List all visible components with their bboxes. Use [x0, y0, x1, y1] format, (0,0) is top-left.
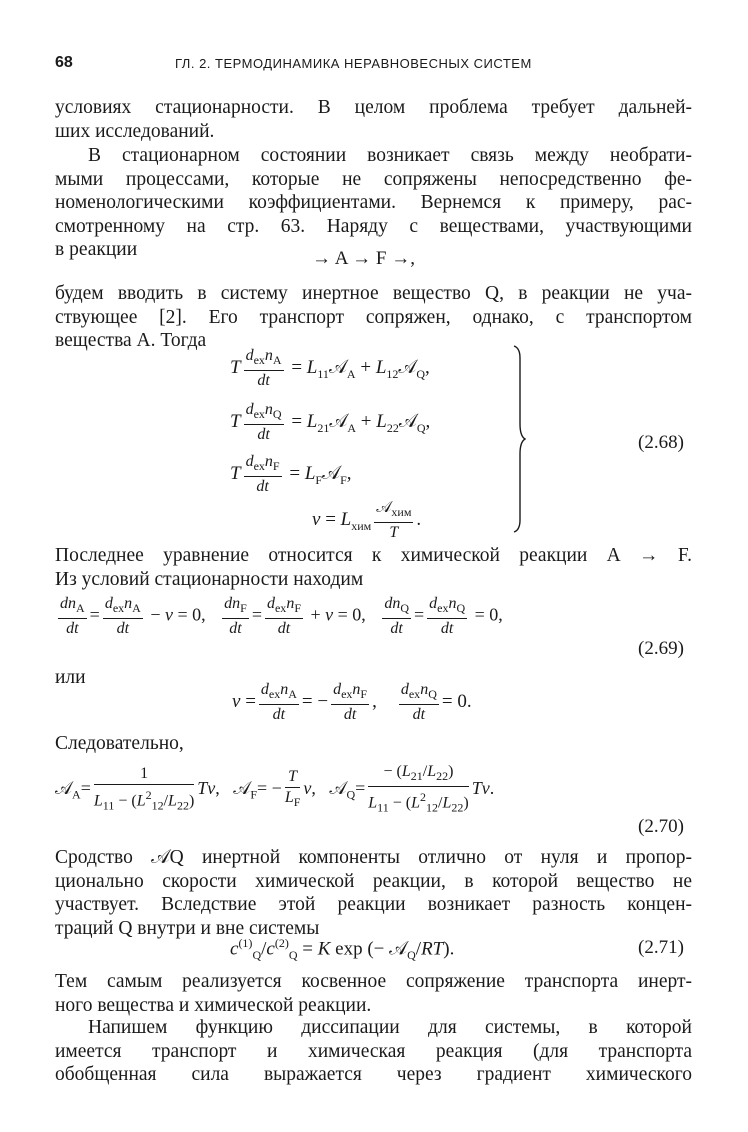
paragraph-2: В стационарном состоянии возникает связь между необрати- мыми процессами, которые не сопряжены непосредственно фе- номенологическими коэффициентами. Вернемся к примеру, рас- смотренному на стр. 63. Наряду с веществами, участвующими в реакции [55, 145, 692, 260]
paragraph-7: Напишем функцию диссипации для системы, в которой имеется транспорт и химическая реакция (для транспорта обобщенная сила выражается через градиент химического [55, 1017, 692, 1085]
system-brace [512, 344, 526, 534]
equation-2-68-line-1: T $\frac{d_{ex}n_A}{dt}$ = $L_{11}𝒜_A$ + $L_{12}𝒜_Q$, [230, 347, 430, 390]
reaction-scheme: → A → F →, [312, 248, 415, 269]
equation-2-68-line-3: T $\frac{d_{ex}n_F}{dt}$ = $L_F𝒜_F$, [230, 453, 352, 496]
running-title: ГЛ. 2. ТЕРМОДИНАМИКА НЕРАВНОВЕСНЫХ СИСТЕМ [175, 56, 532, 71]
word-ili: или [55, 667, 86, 688]
paragraph-5: Сродство 𝒜Q инертной компоненты отлично от нуля и пропор- ционально скорости химической реакции, в которой вещество не участвует. Вследствие этой реакции возникает разность концен- траций Q внутри и вне системы [55, 847, 692, 939]
equation-number: (2.71) [638, 937, 684, 958]
page-header [55, 54, 693, 76]
equation-2-69: $\frac{dn_A}{dt}$ = $\frac{d_{ex}n_A}{dt}$ − v = 0, $\frac{dn_F}{dt}$ = $\frac{d_{ex}n_F}{dt}$ + v = 0, $\frac{dn_Q}{dt}$ = $\frac{d_{ex}n_Q}{dt}$ = 0, [60, 595, 503, 638]
equation-2-70: 𝒜$_A$= $\frac{1}{L_{11} - (L^2_{12}/L_{22})}$ Tv, 𝒜$_F$= − $\frac{T}{L_F}$ v, 𝒜$_Q$= $\frac{- (L_{21}/L_{22})}{L_{11} - (L^2_{12}/L_{22})}$ Tv. [55, 763, 495, 815]
equation-number: (2.69) [638, 638, 684, 659]
paragraph-6: Тем самым реализуется косвенное сопряжение транспорта инерт- ного вещества и химической реакции. [55, 971, 692, 1016]
paragraph-4: Последнее уравнение относится к химической реакции A → F. Из условий стационарности находим [55, 545, 692, 590]
equation-2-69b: v = $\frac{d_{ex}n_A}{dt}$ = − $\frac{d_{ex}n_F}{dt}$ , $\frac{d_{ex}n_Q}{dt}$ = 0. [232, 681, 472, 724]
page-number: 68 [55, 54, 73, 71]
word-sledovatelno: Следовательно, [55, 733, 184, 754]
equation-number: (2.68) [638, 432, 684, 453]
paragraph-1: условиях стационарности. В целом проблема требует дальней- ших исследований. [55, 97, 692, 142]
equation-2-68-line-2: T $\frac{d_{ex}n_Q}{dt}$ = $L_{21}𝒜_A$ + $L_{22}𝒜_Q$, [230, 401, 431, 444]
equation-number: (2.70) [638, 816, 684, 837]
equation-2-68-line-4: $v = L_{хим}$ $\frac{𝒜_{хим}}{T}$ . [312, 499, 422, 542]
equation-2-71: $c^{(1)}_Q/c^{(2)}_Q = K$ exp (− 𝒜$_Q$/RT). [230, 936, 455, 963]
paragraph-3: будем вводить в систему инертное вещество Q, в реакции не уча- ствующее [2]. Его транспорт сопряжен, однако, с транспортом вещества A. Тогда [55, 283, 692, 351]
